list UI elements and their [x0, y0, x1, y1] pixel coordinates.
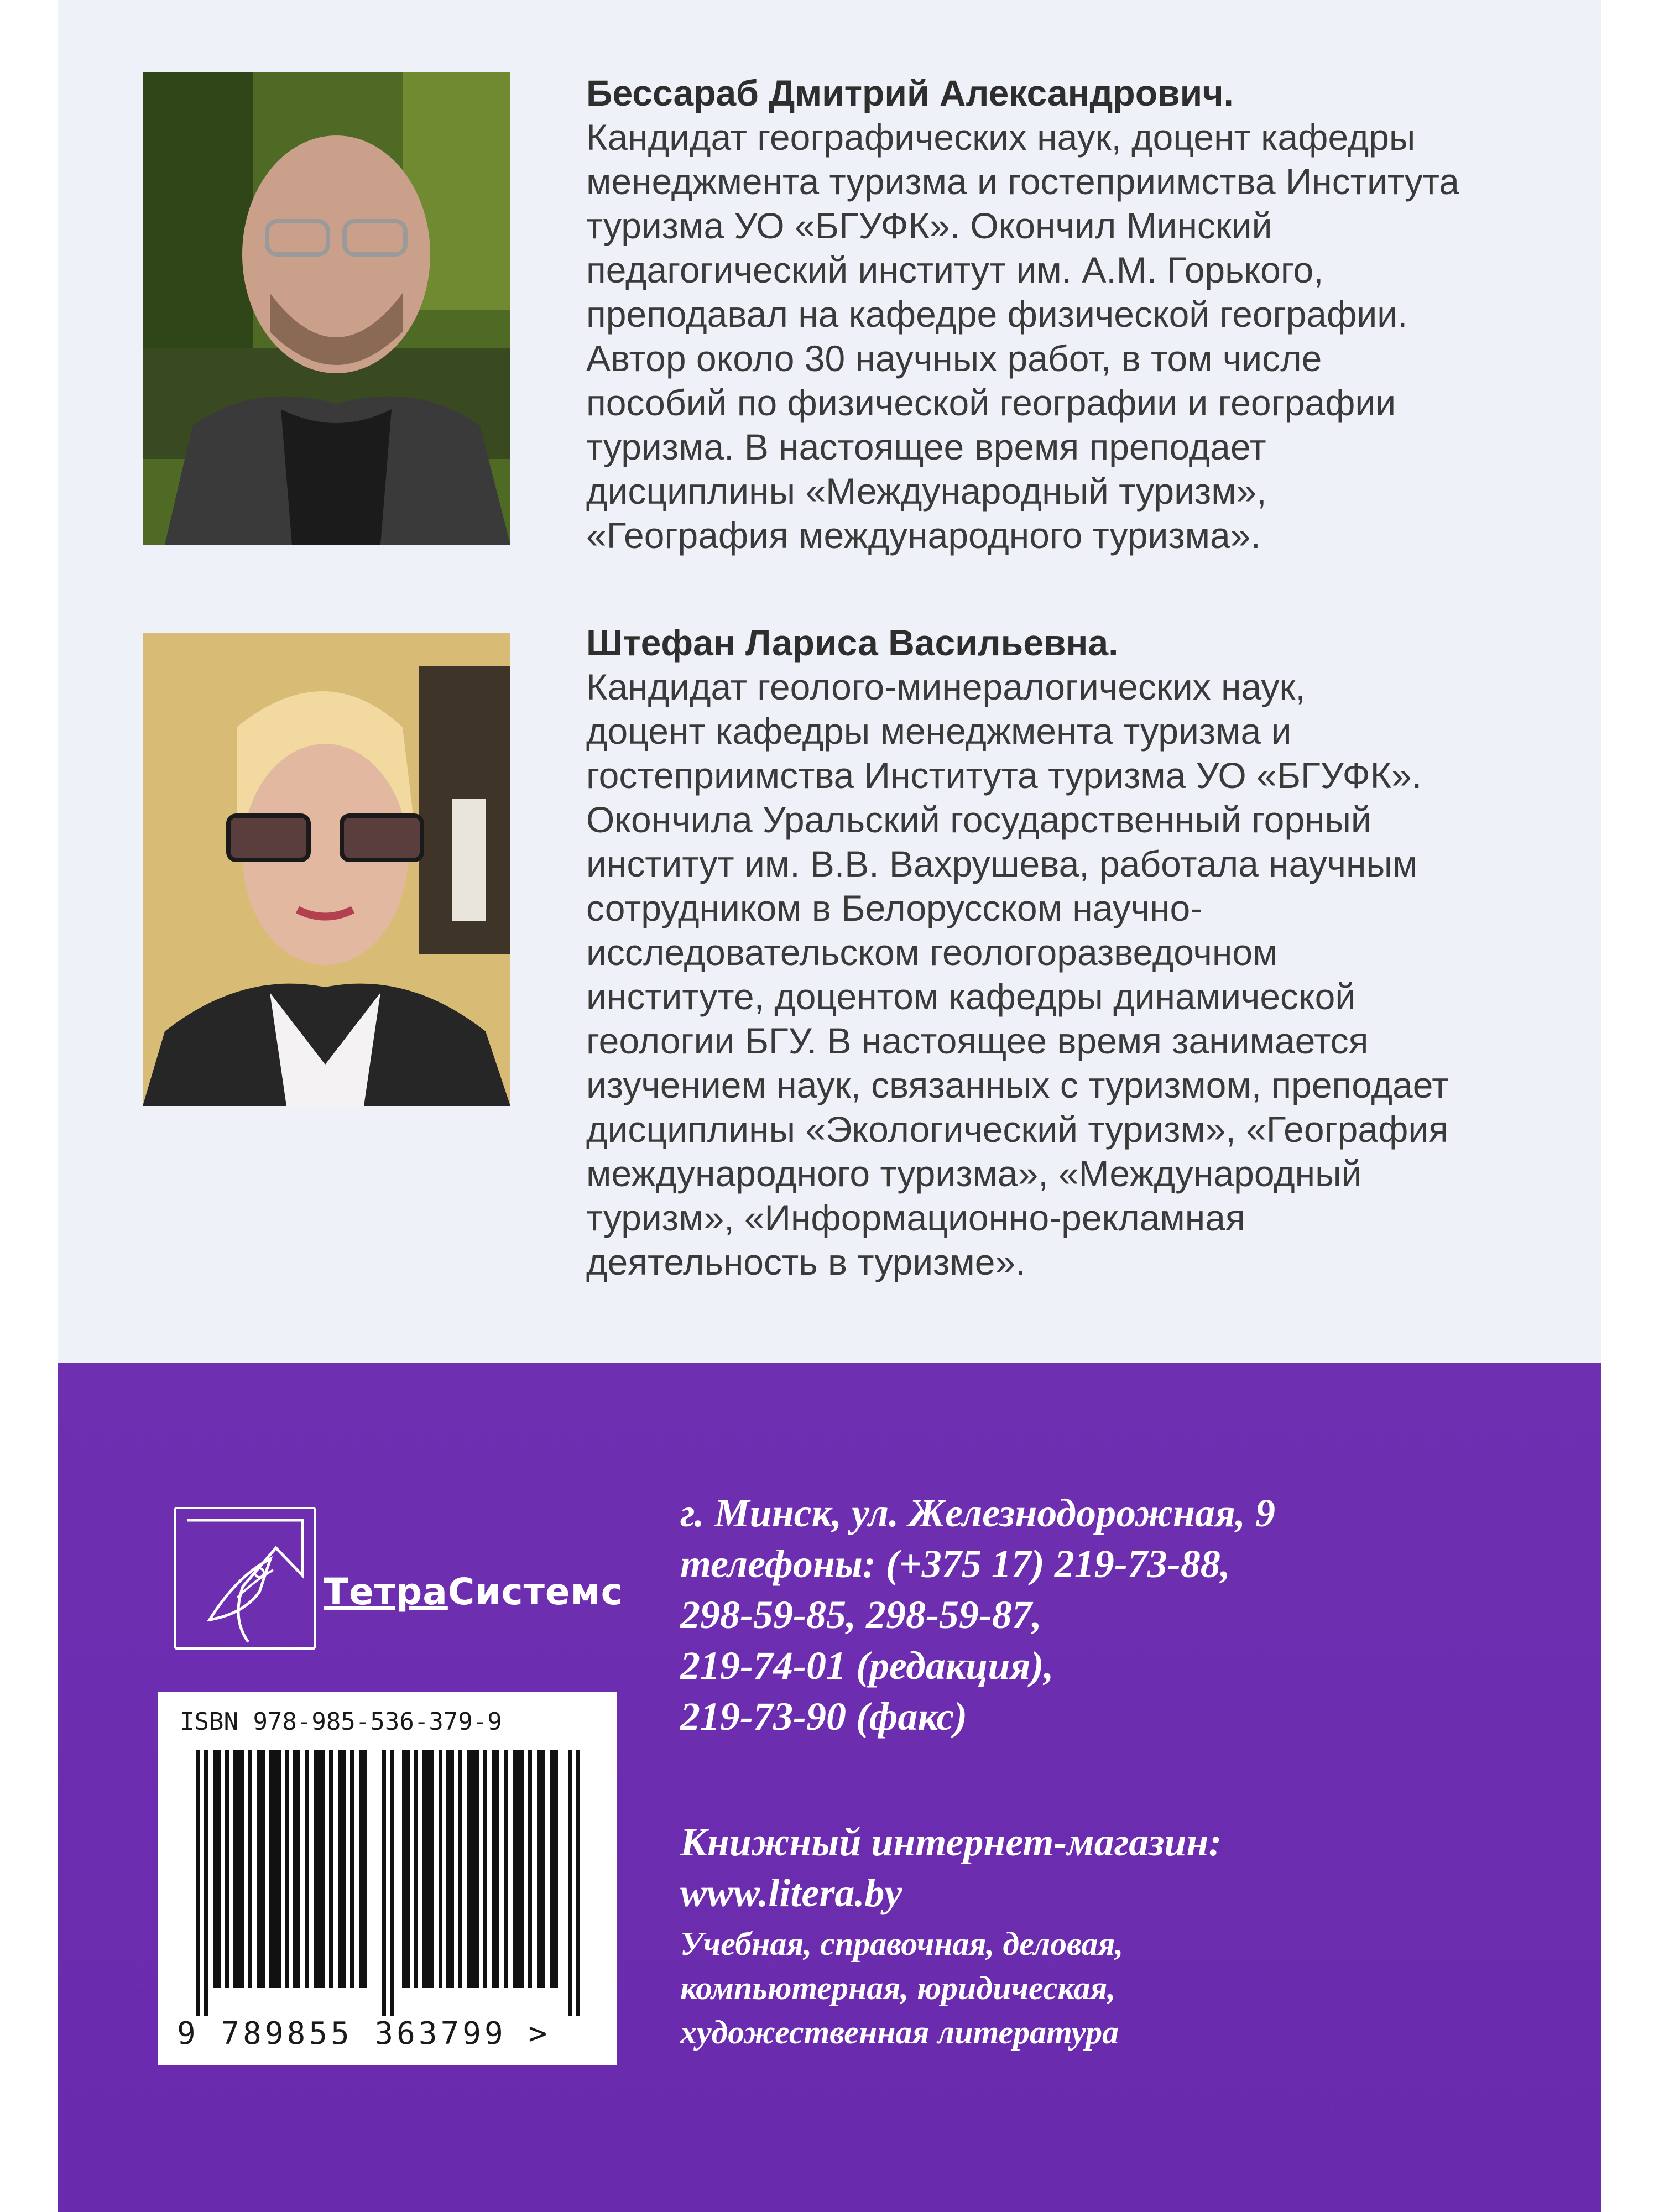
contact-line: г. Минск, ул. Железнодорожная, 9 — [680, 1491, 1275, 1535]
author-name: Бессараб Дмитрий Александрович. — [586, 72, 1234, 113]
shop-title: Книжный интернет-магазин: — [680, 1820, 1222, 1864]
ean-digits: 9 789855 363799 > — [177, 2016, 551, 2052]
online-shop-block — [680, 1817, 1565, 2054]
publisher-logo — [174, 1507, 675, 1651]
publisher-panel — [58, 1363, 1601, 2212]
author-photo-bessarab — [143, 72, 510, 545]
author-bio-line: международного туризма», «Международный — [586, 1153, 1362, 1194]
author-bio-line: дисциплины «Экологический туризм», «География — [586, 1109, 1448, 1150]
shop-description-line: компьютерная, юридическая, — [680, 1970, 1116, 2006]
author-bio-line: сотрудником в Белорусском научно- — [586, 888, 1203, 928]
authors-panel — [58, 0, 1601, 1363]
contact-line: 219-74-01 (редакция), — [680, 1644, 1054, 1688]
book-back-cover — [58, 0, 1601, 2212]
contact-block — [680, 1488, 1565, 1742]
barcode-bars — [196, 1750, 583, 2016]
contact-line: 219-73-90 (факс) — [680, 1694, 968, 1739]
author-bio-line: менеджмента туризма и гостеприимства Института — [586, 161, 1460, 202]
author-bio-line: изучением наук, связанных с туризмом, преподает — [586, 1065, 1449, 1105]
shop-url-link[interactable]: www.litera.by — [680, 1871, 902, 1915]
author-bio-line: гостеприимства Института туризма УО «БГУФК». — [586, 755, 1422, 796]
author-bio-line: туризма. В настоящее время преподает — [586, 426, 1266, 467]
author-bio-line: геологии БГУ. В настоящее время занимается — [586, 1020, 1369, 1061]
author-bio-line: пособий по физической географии и географии — [586, 382, 1396, 423]
author-bio-line: исследовательском геологоразведочном — [586, 932, 1278, 973]
publisher-logo-part2: Системс — [447, 1571, 623, 1613]
author-bio-line: дисциплины «Международный туризм», — [586, 471, 1267, 512]
contact-line: 298-59-85, 298-59-87, — [680, 1593, 1042, 1637]
shop-description-line: Учебная, справочная, деловая, — [680, 1926, 1124, 1962]
author-bio-line: институт им. В.В. Вахрушева, работала научным — [586, 843, 1418, 884]
author-bio-shtefan — [586, 620, 1593, 1284]
shop-description-line: художественная литература — [680, 2014, 1119, 2051]
author-bio-line: Кандидат геолого-минералогических наук, — [586, 666, 1306, 707]
author-bio-line: педагогический институт им. А.М. Горького, — [586, 249, 1324, 290]
author-name: Штефан Лариса Васильевна. — [586, 622, 1119, 663]
author-bio-line: деятельность в туризме». — [586, 1241, 1026, 1282]
isbn-number: ISBN 978-985-536-379-9 — [180, 1708, 502, 1736]
publisher-logo-part1: Тетра — [324, 1571, 448, 1613]
pen-nib-icon — [174, 1507, 316, 1650]
shop-description — [680, 1922, 1565, 2054]
contact-line: телефоны: (+375 17) 219-73-88, — [680, 1542, 1230, 1586]
author-bio-line: институте, доцентом кафедры динамической — [586, 976, 1356, 1017]
author-bio-line: Автор около 30 научных работ, в том числе — [586, 338, 1322, 379]
author-bio-line: туризма УО «БГУФК». Окончил Минский — [586, 205, 1272, 246]
author-photo-shtefan — [143, 633, 510, 1106]
author-bio-line: Кандидат географических наук, доцент кафедры — [586, 117, 1416, 158]
author-bio-bessarab — [586, 71, 1593, 557]
author-bio-line: преподавал на кафедре физической географии. — [586, 294, 1408, 335]
barcode-label — [158, 1692, 617, 2065]
author-bio-line: Окончила Уральский государственный горный — [586, 799, 1371, 840]
publisher-logo-text — [324, 1571, 623, 1613]
author-bio-line: туризм», «Информационно-рекламная — [586, 1197, 1245, 1238]
author-bio-line: доцент кафедры менеджмента туризма и — [586, 711, 1292, 752]
author-bio-line: «География международного туризма». — [586, 515, 1261, 556]
